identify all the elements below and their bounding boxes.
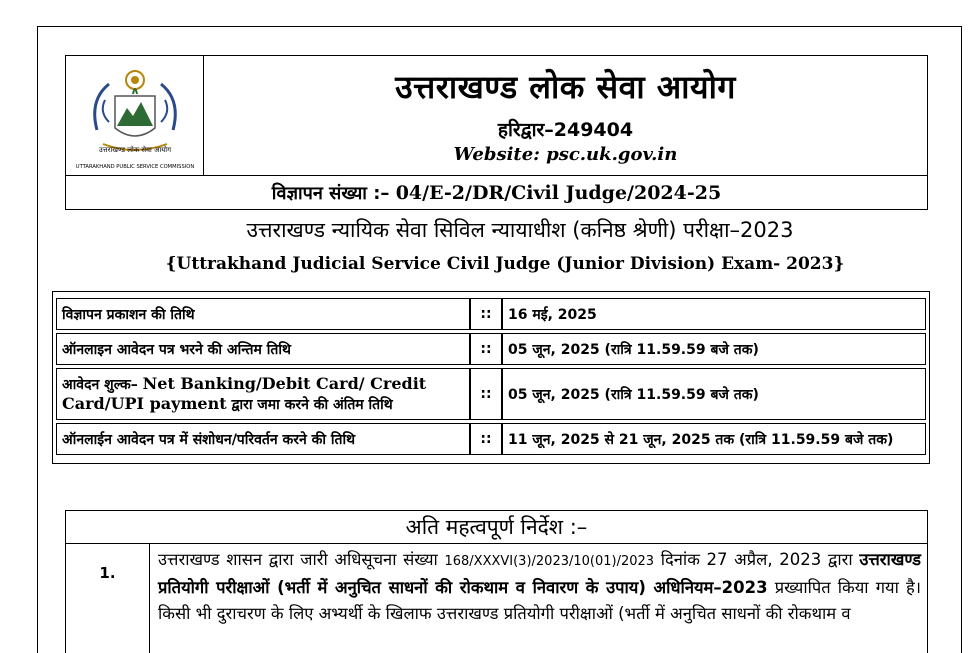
separator: :: bbox=[470, 298, 502, 330]
date-label bbox=[56, 368, 470, 420]
title-area bbox=[204, 56, 927, 175]
instruction-text: उत्तराखण्ड शासन द्वारा जारी अधिसूचना संख्या 168/XXXVI(3)/2023/10(01)/2023 दिनांक 27 अप्रैल, 2023 द्वारा उत्तराखण्ड प्रतियोगी परीक्षाओं (भर्ती में अनुचित साधनों की रोकथाम व निवारण के उपाय) अधिनियम–2023 प्रख्यापित किया गया है। किसी भी दुराचरण के लिए अभ्यर्थी के खिलाफ उत्तराखण्ड प्रतियोगी परीक्षाओं (भर्ती में अनुचित साधनों की रोकथाम व bbox=[158, 550, 921, 623]
advertisement-number-row bbox=[66, 175, 927, 211]
date-value: 11 जून, 2025 से 21 जून, 2025 तक (रात्रि 11.59.59 बजे तक) bbox=[502, 423, 926, 455]
org-name: उत्तराखण्ड लोक सेवा आयोग bbox=[395, 68, 736, 106]
adv-number: 04/E-2/DR/Civil Judge/2024-25 bbox=[395, 182, 722, 204]
instruction-number: 1. bbox=[66, 544, 150, 653]
act-name: उत्तराखण्ड प्रतियोगी परीक्षाओं (भर्ती में अनुचित साधनों की रोकथाम व निवारण के उपाय) अधिनियम–2023 bbox=[158, 550, 921, 597]
separator: :: bbox=[470, 368, 502, 420]
exam-title-hindi: उत्तराखण्ड न्यायिक सेवा सिविल न्यायाधीश (कनिष्ठ श्रेणी) परीक्षा–2023 bbox=[246, 218, 794, 242]
date-value: 16 मई, 2025 bbox=[502, 298, 926, 330]
table-row bbox=[56, 368, 926, 420]
logo-caption-hindi: उत्तराखण्ड लोक सेवा आयोग bbox=[98, 145, 171, 154]
separator: :: bbox=[470, 333, 502, 365]
date-value: 05 जून, 2025 (रात्रि 11.59.59 बजे तक) bbox=[502, 333, 926, 365]
table-row bbox=[56, 423, 926, 455]
date-label: ऑनलाइन आवेदन पत्र भरने की अन्तिम तिथि bbox=[56, 333, 470, 365]
notification-reference: 168/XXXVI(3)/2023/10(01)/2023 bbox=[444, 554, 655, 569]
emblem-icon bbox=[75, 60, 195, 172]
table-row bbox=[56, 333, 926, 365]
exam-title-english: {Uttrakhand Judicial Service Civil Judge (Junior Division) Exam- 2023} bbox=[165, 254, 845, 274]
adv-label: विज्ञापन संख्या :– bbox=[271, 183, 396, 204]
commission-logo bbox=[66, 56, 204, 175]
website-link[interactable]: Website: psc.uk.gov.in bbox=[453, 144, 678, 165]
letterhead bbox=[65, 55, 928, 210]
fee-label-suffix: द्वारा जमा करने की अंतिम तिथि bbox=[226, 397, 393, 413]
instructions-box bbox=[65, 510, 928, 653]
date-label: विज्ञापन प्रकाशन की तिथि bbox=[56, 298, 470, 330]
instructions-heading: अति महत्वपूर्ण निर्देश :– bbox=[66, 511, 927, 544]
payment-modes: Net Banking/Debit Card/ Credit Card/UPI payment bbox=[62, 374, 427, 413]
date-label: ऑनलाईन आवेदन पत्र में संशोधन/परिवर्तन करने की तिथि bbox=[56, 423, 470, 455]
important-dates-table bbox=[52, 291, 930, 464]
table-row bbox=[56, 298, 926, 330]
fee-label-hindi: आवेदन शुल्क– bbox=[62, 377, 143, 393]
org-city: हरिद्वार–249404 bbox=[497, 119, 634, 141]
date-value: 05 जून, 2025 (रात्रि 11.59.59 बजे तक) bbox=[502, 368, 926, 420]
separator: :: bbox=[470, 423, 502, 455]
logo-caption-english: UTTARAKHAND PUBLIC SERVICE COMMISSION bbox=[75, 163, 194, 170]
